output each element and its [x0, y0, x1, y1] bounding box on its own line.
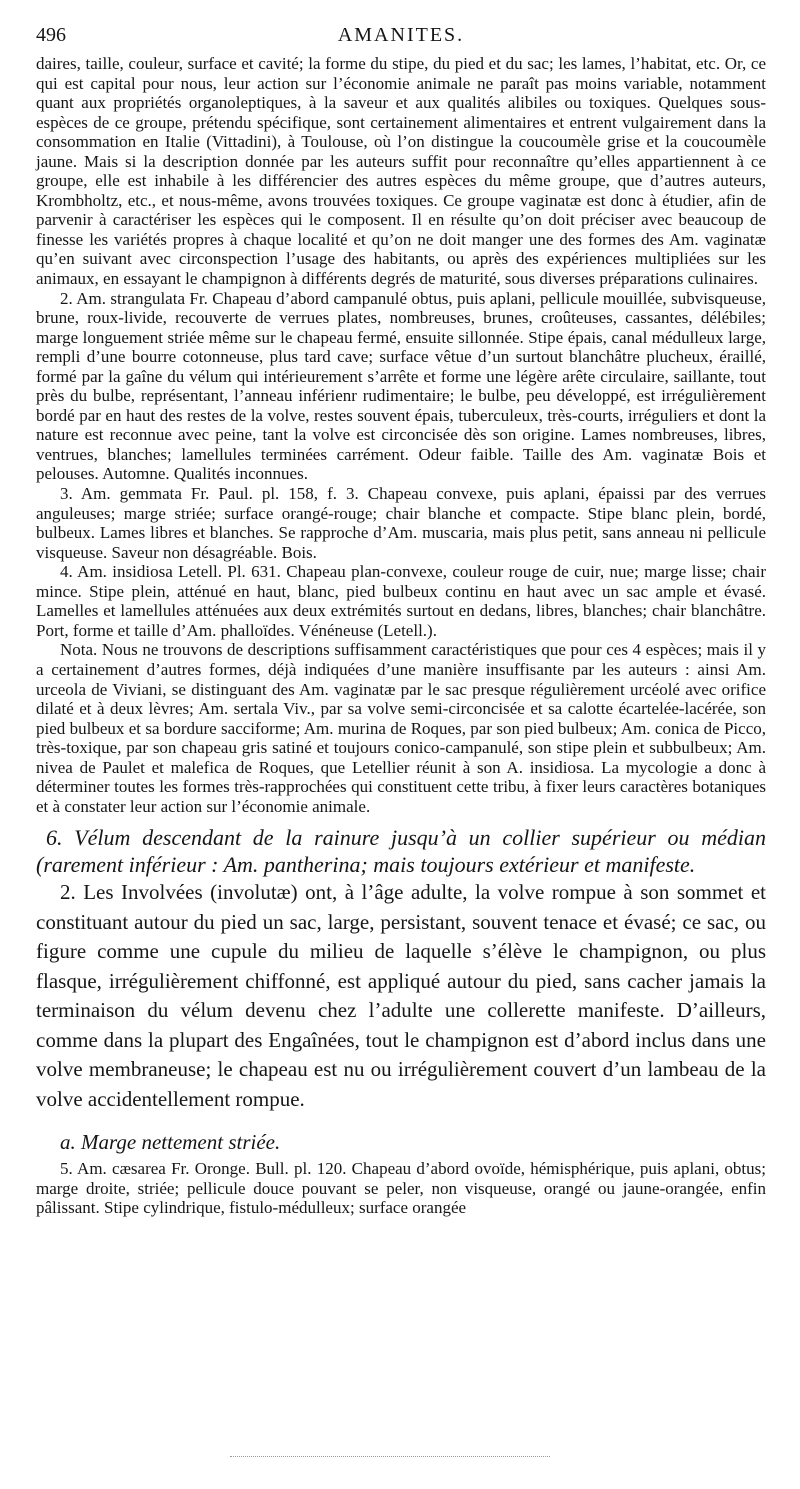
- page: [36, 24, 766, 1218]
- species-2-strangulata: 2. Am. strangulata Fr. Chapeau d’abord campanulé obtus, puis aplani, pellicule mouillée, subvisqueuse, brune, roux-livide, recouverte de verrues plates, nombreuses, brunes, croûteuses, cassantes, délébiles; marge longuement striée même sur le chapeau fermé, ensuite sillonnée. Stipe épais, canal médulleux large, rempli d’une bourre cotonneuse, plus tard cave; surface vêtue d’un surtout blanchâtre plucheux, éraillé, formé par la gaîne du vélum qui intérieurement s’arrête et forme une légère arête circulaire, saillante, tout près du bulbe, représentant, l’anneau inférienr rudimentaire; le bulbe, peu développé, est irrégulièrement bordé par en haut des restes de la volve, restes souvent épais, tuberculeux, très-courts, irréguliers et dont la nature est reconnue avec peine, tant la volve est circoncisée dès son origine. Lames nombreuses, libres, ventrues, blanches; lamellules terminées carrément. Odeur faible. Taille des Am. vaginatæ Bois et pelouses. Automne. Qualités inconnues.: [36, 288, 766, 484]
- nota-paragraph: Nota. Nous ne trouvons de descriptions suffisamment caractéristiques que pour ces 4 espèces; mais il y a certainement d’autres formes, déjà indiquées d’une manière insuffisante par les auteurs : ainsi Am. urceola de Viviani, se distinguant des Am. vaginatæ par le sac presque régulièrement urcéolé avec orifice dilaté et à deux lèvres; Am. sertala Viv., par sa volve semi-circoncisée et sa calotte écartelée-lacérée, son pied bulbeux et sa bordure sacciforme; Am. murina de Roques, par son pied bulbeux; Am. conica de Picco, très-toxique, par son chapeau gris satiné et toujours conico-campanulé, son stipe plein et subbulbeux; Am. nivea de Paulet et malefica de Roques, que Letellier réunit à son A. insidiosa. La mycologie a donc à déterminer toutes les formes très-rapprochées qui constituent cette tribu, à fixer leurs caractères botaniques et à constater leur action sur l’économie animale.: [36, 640, 766, 816]
- subheading-marge-striee: a. Marge nettement striée.: [60, 1130, 281, 1155]
- large-text-block: [36, 878, 766, 1114]
- species-4-insidiosa: 4. Am. insidiosa Letell. Pl. 631. Chapeau plan-convexe, couleur rouge de cuir, nue; marge lisse; chair mince. Stipe plein, atténué en haut, blanc, pied bulbeux continu en haut avec un sac ample et évasé. Lamelles et lamellules atténuées aux deux extrémités surtout en dedans, libres, blanches; chair blanchâtre. Port, forme et taille d’Am. phalloïdes. Vénéneuse (Letell.).: [36, 562, 766, 640]
- small-text-block-2: [36, 1159, 766, 1218]
- involvees-paragraph: 2. Les Involvées (involutæ) ont, à l’âge adulte, la volve rompue à son sommet et constituant autour du pied un sac, large, persistant, souvent tenace et évasé; ce sac, ou figure comme une cupule du milieu de laquelle s’élève le champignon, ou plus flasque, irrégulièrement chiffonné, est appliqué autour du pied, sans cacher jamais la terminaison du vélum devenu chez l’adulte une collerette manifeste. D’ailleurs, comme dans la plupart des Engaînées, tout le champignon est d’abord inclus dans une volve membraneuse; le chapeau est nu ou irrégulièrement couvert d’un lambeau de la volve accidentellement rompue.: [36, 880, 766, 1111]
- running-title: AMANITES.: [337, 24, 465, 46]
- species-3-gemmata: 3. Am. gemmata Fr. Paul. pl. 158, f. 3. Chapeau convexe, puis aplani, épaissi par des verrues anguleuses; marge striée; surface orangé-rouge; chair blanche et compacte. Stipe blanc plein, bordé, bulbeux. Lames libres et blanches. Se rapproche d’Am. muscaria, mais plus petit, sans anneau ni pellicule visqueuse. Saveur non désagréable. Bois.: [36, 484, 766, 562]
- page-header: [36, 24, 766, 54]
- section-heading-6: 6. Vélum descendant de la rainure jusqu’à un collier supérieur ou médian (rarement inférieur : Am. pantherina; mais toujours extérieur et manifeste.: [36, 825, 766, 878]
- paragraph-continued: daires, taille, couleur, surface et cavité; la forme du stipe, du pied et du sac; les lames, l’habitat, etc. Or, ce qui est capital pour nous, leur action sur l’économie animale ne paraît pas moins variable, notamment quant aux propriétés organoleptiques, à la saveur et aux qualités alibiles ou toxiques. Quelques sous-espèces de ce groupe, prétendu spécifique, sont certainement alimentaires et entrent vulgairement dans la consommation en Italie (Vittadini), à Toulouse, où l’on distingue la coucoumèle grise et la coucoumèle jaune. Mais si la description donnée par les auteurs suffit pour reconnaître qu’elles appartiennent à ce groupe, elle est inhabile à les différencier des autres espèces du même groupe, que d’autres auteurs, Krombholtz, etc., et nous-même, avons trouvées toxiques. Ce groupe vaginatæ est donc à étudier, afin de parvenir à caractériser les espèces qui le composent. Il en résulte qu’on doit préciser avec beaucoup de finesse les variétés propres à chaque localité et qu’on ne doit manger une des formes des Am. vaginatæ qu’en suivant avec circonspection l’usage des habitants, ou après des expériences multipliées sur les animaux, en essayant le champignon à différents degrés de maturité, sous diverses préparations culinaires.: [36, 54, 766, 289]
- footer-rule: [230, 1456, 550, 1457]
- page-number: 496: [36, 24, 66, 46]
- species-5-caesarea: 5. Am. cæsarea Fr. Oronge. Bull. pl. 120. Chapeau d’abord ovoïde, hémisphérique, puis aplani, obtus; marge droite, striée; pellicule douce pouvant se peler, non visqueuse, orangé ou jaune-orangée, enfin pâlissant. Stipe cylindrique, fistulo-médulleux; surface orangée: [36, 1159, 766, 1218]
- small-text-block: [36, 54, 766, 816]
